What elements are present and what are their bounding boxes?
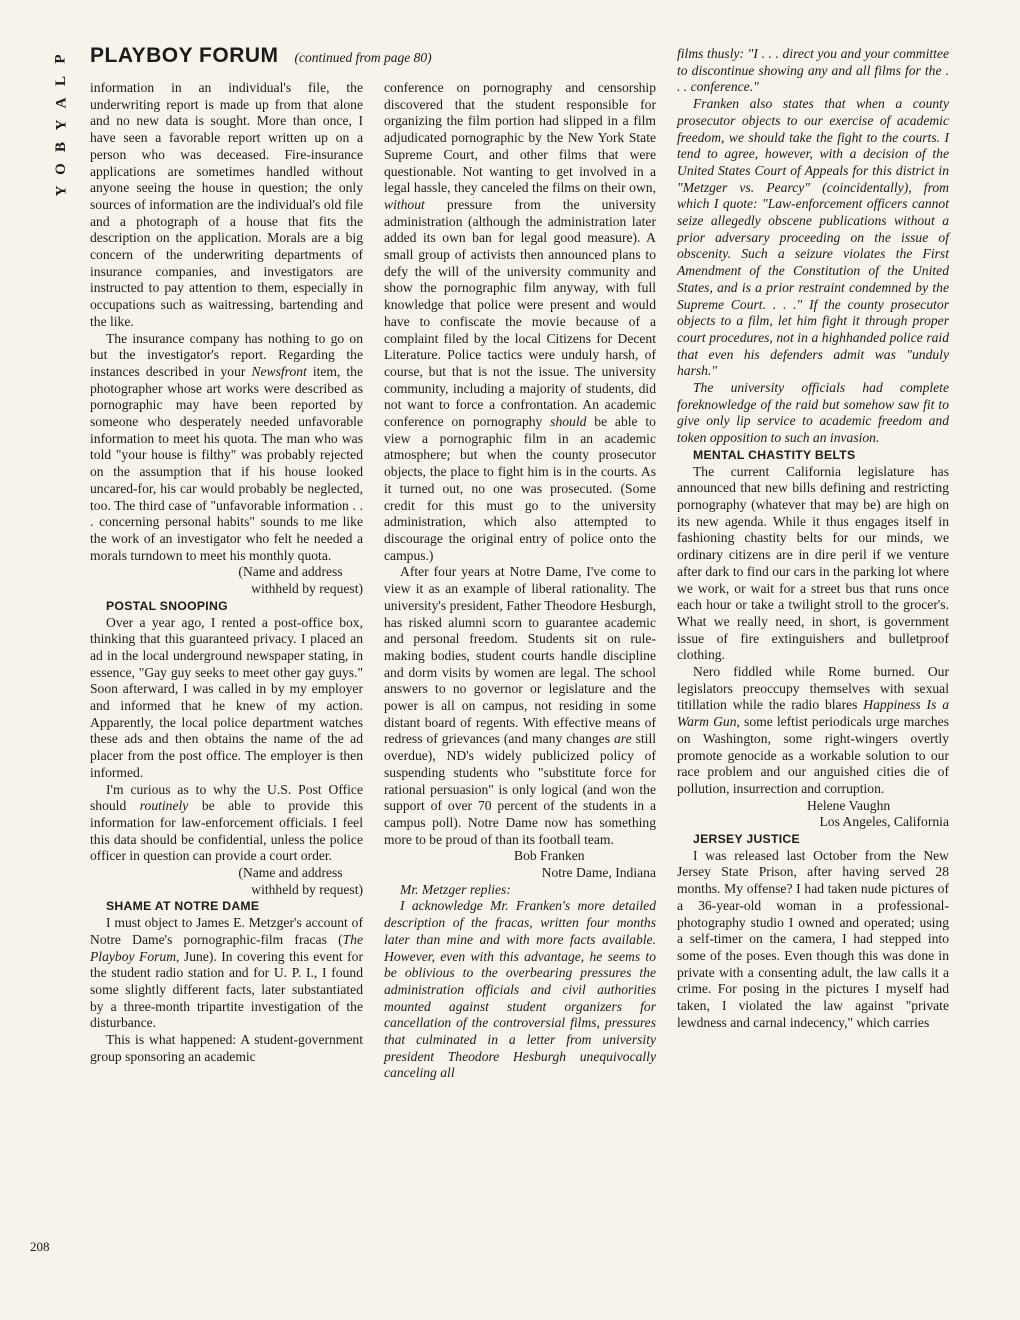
masthead-letter: B xyxy=(52,141,69,153)
paragraph: Over a year ago, I rented a post-office box, thinking that this guaranteed privacy. I placed an ad in the local underground newspaper stating, in essence, "Gay guy seeks to meet other gay guys." Soon afterward, I was called in by my employer and informed that he knew of my action. Apparently, the local police department watches these ads and then obtains the name of the ad placer from the post office. The employer is then informed. xyxy=(90,614,363,780)
italic-text: The Playboy Forum xyxy=(90,931,363,964)
signature-line: withheld by request) xyxy=(251,581,363,597)
masthead-letter: L xyxy=(52,75,69,87)
masthead-letter: Y xyxy=(53,119,69,131)
text: be able to provide this information for law-enforcement officials. I feel this data should be confidential, unless the police officer in question can provide a court order. xyxy=(90,798,363,864)
signature-place: Notre Dame, Indiana xyxy=(541,865,656,881)
italic-text: routinely xyxy=(139,798,189,814)
text: The insurance company has nothing to go on but the investigator's report. Regarding the instances described in your xyxy=(90,330,363,379)
masthead-letter: O xyxy=(52,163,69,175)
section-heading: JERSEY JUSTICE xyxy=(693,832,800,847)
reply-paragraph: films thusly: "I . . . direct you and your committee to discontinue showing any and all films for the . . . conference." xyxy=(677,46,949,95)
masthead-letter: P xyxy=(52,54,69,64)
masthead-letter: Y xyxy=(53,185,69,197)
reply-paragraph: I acknowledge Mr. Franken's more detailed description of the fracas, written four months later than mine and with more facts available. However, even with this advantage, he seems to be oblivious to the overbearing pressures the administration officials and civil authorities mounted against student organizers for cancellation of the controversial films, pressures that culminated in a letter from university president Theodore Hesburgh unequivocally canceling all xyxy=(384,898,656,1081)
italic-text: Happiness Is a Warm Gun xyxy=(677,697,950,730)
vertical-masthead xyxy=(52,48,70,202)
paragraph xyxy=(677,664,949,798)
column-1 xyxy=(90,80,363,1065)
reply-heading: Mr. Metzger replies: xyxy=(400,881,511,897)
page-number: 208 xyxy=(30,1239,50,1254)
continued-note: (continued from page 80) xyxy=(294,50,432,65)
signature-place: Los Angeles, California xyxy=(819,814,949,830)
text: still overdue), ND's widely publicized policy of suspending students who "substitute force for rational persuasion" is only logical (and won the support of over 70 percent of the students in a campus poll). Notre Dame now has something more to be proud of than its football team. xyxy=(384,731,657,847)
signature-name: Helene Vaughn xyxy=(807,797,891,813)
text: , June). In covering this event for the student radio station and for U. P. I., I found some slightly different facts, later substantiated by a three-month tripartite investigation of the disturbance. xyxy=(90,948,363,1031)
paragraph: I was released last October from the New Jersey State Prison, after having served 28 months. My offense? I had taken nude pictures of a 36-year-old woman in a professional-photography studio I owned and operated; using a self-timer on the camera, I had stepped into some of the poses. Even though this was done in private with a consenting adult, the law calls it a crime. For posing in the pictures I myself had taken, I violated the law against "private lewdness and carnal indecency," which carries xyxy=(677,847,949,1030)
paragraph xyxy=(90,331,363,565)
text: pressure from the university administration (although the administration later added its own ban for legal good measure). A small group of activists then announced plans to defy the will of the university community and show the pornographic film anyway, with full knowledge that police were present and would have to confiscate the movie because of a complaint filed by the local Citizens for Decent Literature. Police tactics were unduly harsh, of course, but that is not the issue. The university community, including a majority of students, did not want to force a confrontation. An academic conference on pornography xyxy=(384,196,656,430)
italic-text: Newsfront xyxy=(251,363,307,379)
masthead-letter: A xyxy=(53,97,69,109)
paragraph xyxy=(90,915,363,1032)
signature: (Name and address xyxy=(238,564,343,580)
text: , some leftist periodicals urge marches on Washington, some right-wingers overtly promote genocide as a workable solution to our race problem and our anguished cities die of pollution, insurrection and corruption. xyxy=(677,714,949,796)
section-title: PLAYBOY FORUM xyxy=(90,44,279,67)
signature-line xyxy=(90,564,363,581)
reply-paragraph: The university officials had complete foreknowledge of the raid but somehow saw fit to give only lip service to academic freedom and token opposition to such an invasion. xyxy=(677,380,949,446)
italic-text: are xyxy=(614,731,632,747)
reply-paragraph: Franken also states that when a county prosecutor objects to our exercise of academic freedom, we should take the fight to the courts. I tend to agree, however, with a decision of the United States Court of Appeals for this district in "Metzger vs. Pearcy" (coincidentally), from which I quote: "Law-enforcement officers cannot seize allegedly obscene publications without a prior adversary proceeding on the issue of obscenity. Such a seizure violates the First Amendment of the Constitution of the United States, and is a prior restraint condemned by the Supreme Court. . . ." If the county prosecutor objects to a film, let him fight it through proper court procedures, not in a highhanded police raid that even his defenders admit was "unduly harsh." xyxy=(677,96,949,379)
paragraph: information in an individual's file, the underwriting report is made up from that alone and no new data is sought. More than once, I have seen a favorable report written up on a person who was deceased. Fire-insurance applications are sometimes handled without anyone seeing the house in question; the only sources of information are the individual's old file and a photograph of a house that fits the description on the application. Morals are a big concern of the underwriting departments of insurance companies, and investigators are instructed to pay attention to them, especially in occupations such as waitressing, bartending and the like. xyxy=(90,80,363,329)
signature-line xyxy=(90,865,363,882)
signature: (Name and address xyxy=(238,865,343,881)
text: After four years at Notre Dame, I've come to view it as an example of liberal rationality. The university's president, Father Theodore Hesburgh, has risked alumni scorn to guarantee academic and personal freedom. Students sit on rule-making bodies, student courts handle discipline and dorm visits by women are legal. The school answers to no governor or legislature and the power is all on campus, not residing in some distant board of regents. With effective means of redress of grievances (and many changes xyxy=(384,564,656,747)
text: I'm curious as to why the U.S. Post Office should xyxy=(90,781,363,814)
italic-text: without xyxy=(384,196,425,212)
section-heading: POSTAL SNOOPING xyxy=(106,598,228,613)
column-3 xyxy=(677,46,949,1031)
signature-name: Bob Franken xyxy=(514,848,585,864)
text: I must object to James E. Metzger's account of Notre Dame's pornographic-film fracas ( xyxy=(90,915,363,947)
signature-line: withheld by request) xyxy=(251,881,363,897)
paragraph: This is what happened: A student-government group sponsoring an academic xyxy=(90,1032,363,1064)
section-heading: MENTAL CHASTITY BELTS xyxy=(693,447,856,462)
section-heading: SHAME AT NOTRE DAME xyxy=(106,899,260,914)
column-2 xyxy=(384,80,656,1082)
text: Nero fiddled while Rome burned. Our legislators preoccupy themselves with sexual titillation while the radio blares xyxy=(677,664,949,713)
text: be able to view a pornographic film in an academic atmosphere; but when the county prosecutor objects, the place to fight him is in the courts. As it turned out, no one was prosecuted. (Some credit for this must go to the university administration, which also attempted to discourage the original entry of police onto the campus.) xyxy=(384,414,656,563)
paragraph: The current California legislature has announced that new bills defining and restricting pornography (whatever that may be) are high on its new agenda. While it thus engages itself in fashioning chastity belts for our minds, we ordinary citizens are in dire peril if we venture after dark to find our cars in the parking lot where we work, or wait for a street bus that runs once each hour or take a twilight stroll to the grocer's. What we really need, in short, is government issue of fire extinguishers and bulletproof clothing. xyxy=(677,463,949,663)
text: conference on pornography and censorship discovered that the student responsible for organizing the film portion had slipped in a film adjudicated pornographic by the New York State Supreme Court, and other films that were questionable. Not wanting to get involved in a legal hassle, they canceled the films on their own, xyxy=(384,80,656,196)
paragraph xyxy=(90,782,363,866)
text: item, the photographer whose art works were described as pornographic may have been reported by someone who desperately needed unfavorable information to meet his quota. The man who was told "your house is filthy" was probably rejected on the assumption that if his house looked uncared-for, his car would probably be neglected, too. The third case of "unfavorable information . . . concerning personal habits" sounds to me like the work of an investigator who felt he needed a morals turndown to meet his monthly quota. xyxy=(90,363,364,563)
paragraph xyxy=(384,564,656,848)
paragraph xyxy=(384,80,656,564)
page-header xyxy=(90,44,432,68)
italic-text: should xyxy=(550,414,587,430)
